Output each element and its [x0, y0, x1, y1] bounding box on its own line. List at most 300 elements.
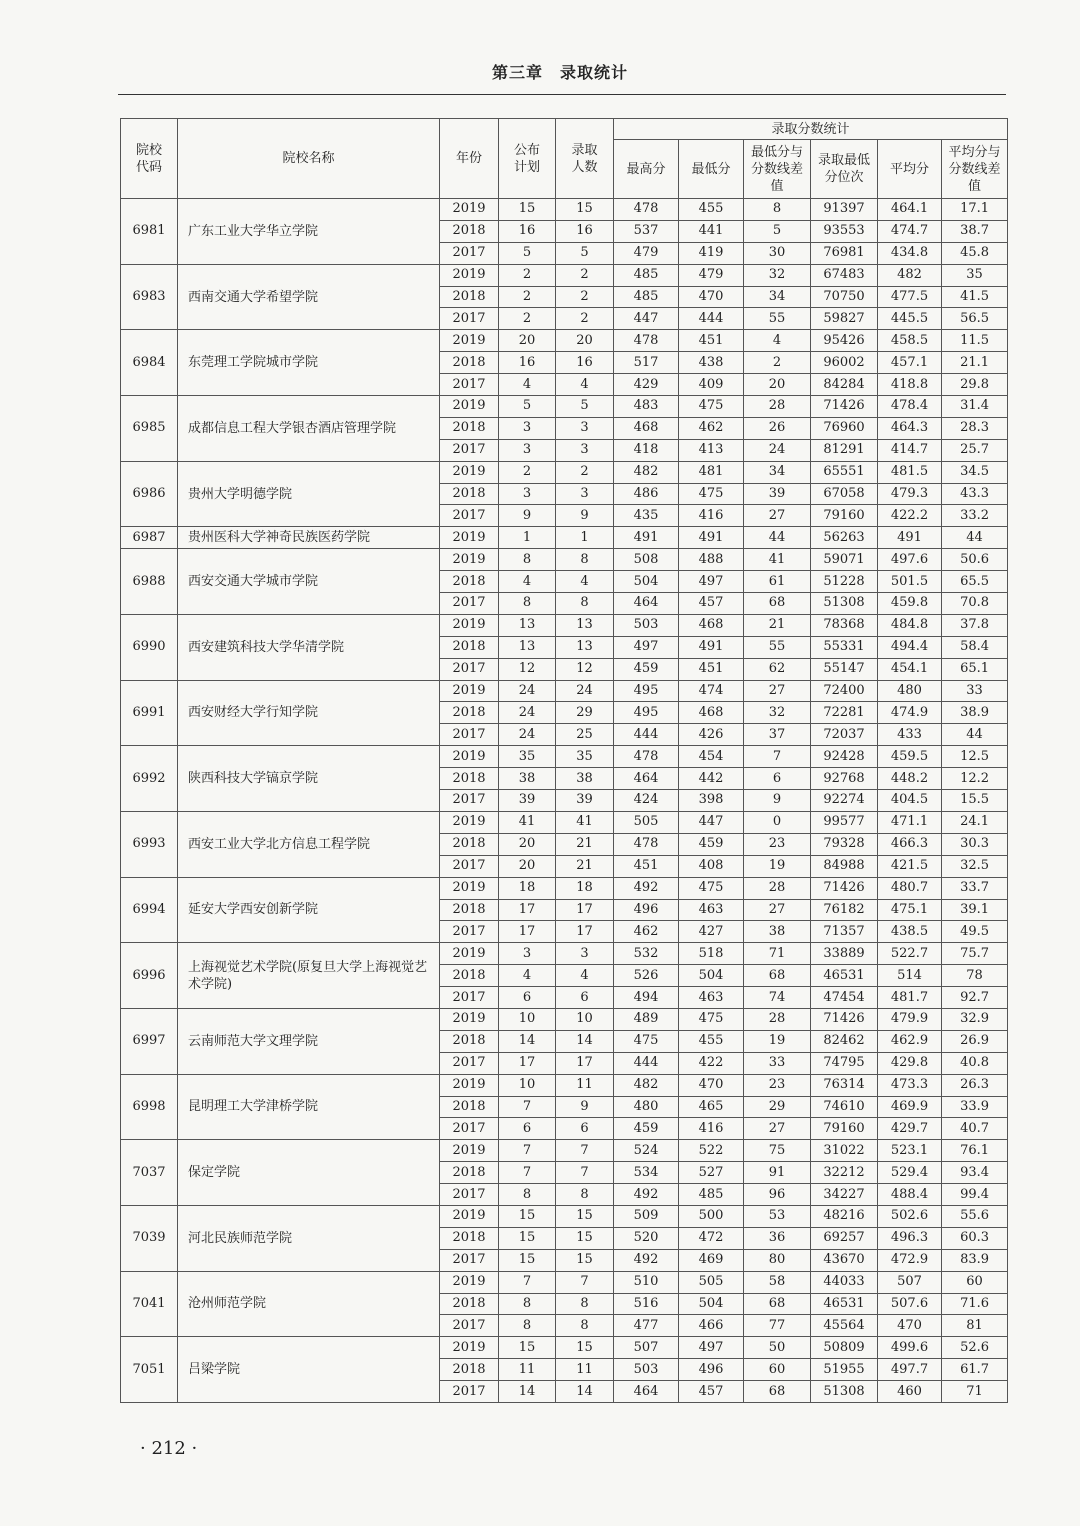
cell-min: 468 [679, 614, 744, 636]
cell-avg-diff: 45.8 [942, 242, 1008, 264]
cell-plan: 24 [499, 680, 556, 702]
cell-admitted: 17 [556, 899, 614, 921]
cell-plan: 39 [499, 790, 556, 812]
school-code: 6997 [121, 1008, 178, 1074]
cell-min-rank: 48216 [811, 1205, 878, 1227]
cell-avg: 481.5 [878, 461, 942, 483]
col-min-rank: 录取最低分位次 [811, 140, 878, 199]
cell-max: 462 [614, 921, 679, 943]
cell-avg: 445.5 [878, 308, 942, 330]
cell-max: 491 [614, 527, 679, 549]
cell-min-diff: 58 [744, 1271, 811, 1293]
cell-avg: 480.7 [878, 877, 942, 899]
cell-plan: 8 [499, 1293, 556, 1315]
cell-min: 497 [679, 571, 744, 593]
cell-avg-diff: 71 [942, 1381, 1008, 1403]
cell-min-rank: 31022 [811, 1140, 878, 1162]
cell-year: 2019 [440, 1008, 499, 1030]
cell-year: 2017 [440, 1249, 499, 1271]
cell-min-diff: 34 [744, 461, 811, 483]
cell-min-diff: 2 [744, 352, 811, 374]
cell-plan: 35 [499, 746, 556, 768]
table-row [121, 396, 1008, 418]
cell-avg-diff: 29.8 [942, 374, 1008, 396]
cell-plan: 2 [499, 308, 556, 330]
cell-avg: 404.5 [878, 790, 942, 812]
cell-year: 2017 [440, 374, 499, 396]
cell-min-rank: 99577 [811, 811, 878, 833]
cell-admitted: 2 [556, 264, 614, 286]
cell-avg-diff: 12.5 [942, 746, 1008, 768]
cell-max: 492 [614, 1249, 679, 1271]
cell-max: 444 [614, 1052, 679, 1074]
col-admitted: 录取人数 [556, 119, 614, 199]
cell-plan: 11 [499, 1359, 556, 1381]
cell-min: 438 [679, 352, 744, 374]
table-row [121, 877, 1008, 899]
cell-min: 463 [679, 899, 744, 921]
cell-plan: 17 [499, 1052, 556, 1074]
cell-avg-diff: 32.5 [942, 855, 1008, 877]
cell-plan: 5 [499, 396, 556, 418]
col-name: 院校名称 [178, 119, 440, 199]
school-name: 沧州师范学院 [178, 1271, 440, 1337]
cell-avg: 472.9 [878, 1249, 942, 1271]
school-code: 6988 [121, 549, 178, 615]
cell-max: 485 [614, 264, 679, 286]
col-max: 最高分 [614, 140, 679, 199]
cell-min: 444 [679, 308, 744, 330]
cell-min-rank: 76314 [811, 1074, 878, 1096]
cell-avg: 502.6 [878, 1205, 942, 1227]
cell-avg-diff: 37.8 [942, 614, 1008, 636]
admission-table [120, 118, 1008, 1403]
cell-avg-diff: 76.1 [942, 1140, 1008, 1162]
cell-avg: 458.5 [878, 330, 942, 352]
cell-plan: 2 [499, 286, 556, 308]
school-code: 6986 [121, 461, 178, 527]
cell-min-diff: 61 [744, 571, 811, 593]
cell-avg-diff: 26.9 [942, 1030, 1008, 1052]
cell-max: 444 [614, 724, 679, 746]
cell-avg: 497.6 [878, 549, 942, 571]
cell-min: 470 [679, 286, 744, 308]
cell-admitted: 29 [556, 702, 614, 724]
cell-min-diff: 37 [744, 724, 811, 746]
school-name: 西安财经大学行知学院 [178, 680, 440, 746]
cell-plan: 7 [499, 1162, 556, 1184]
cell-avg-diff: 40.8 [942, 1052, 1008, 1074]
col-plan: 公布计划 [499, 119, 556, 199]
cell-max: 492 [614, 877, 679, 899]
cell-plan: 6 [499, 1118, 556, 1140]
cell-min-rank: 76182 [811, 899, 878, 921]
school-name: 云南师范大学文理学院 [178, 1008, 440, 1074]
cell-plan: 17 [499, 921, 556, 943]
cell-max: 478 [614, 746, 679, 768]
cell-year: 2018 [440, 1030, 499, 1052]
cell-max: 505 [614, 811, 679, 833]
col-avg-diff: 平均分与分数线差值 [942, 140, 1008, 199]
cell-avg-diff: 44 [942, 724, 1008, 746]
cell-year: 2018 [440, 1227, 499, 1249]
cell-min: 465 [679, 1096, 744, 1118]
cell-avg: 488.4 [878, 1184, 942, 1206]
cell-avg-diff: 41.5 [942, 286, 1008, 308]
cell-min-diff: 19 [744, 1030, 811, 1052]
cell-year: 2017 [440, 593, 499, 615]
cell-avg-diff: 21.1 [942, 352, 1008, 374]
cell-year: 2018 [440, 417, 499, 439]
cell-min: 447 [679, 811, 744, 833]
cell-avg-diff: 56.5 [942, 308, 1008, 330]
cell-avg-diff: 75.7 [942, 943, 1008, 965]
cell-min: 472 [679, 1227, 744, 1249]
school-code: 6985 [121, 396, 178, 462]
cell-min-diff: 4 [744, 330, 811, 352]
cell-avg: 478.4 [878, 396, 942, 418]
cell-max: 482 [614, 1074, 679, 1096]
school-name: 广东工业大学华立学院 [178, 199, 440, 265]
cell-plan: 8 [499, 549, 556, 571]
cell-max: 520 [614, 1227, 679, 1249]
cell-max: 494 [614, 987, 679, 1009]
cell-min-rank: 72281 [811, 702, 878, 724]
school-code: 6987 [121, 527, 178, 549]
cell-avg-diff: 24.1 [942, 811, 1008, 833]
cell-avg-diff: 81 [942, 1315, 1008, 1337]
cell-max: 524 [614, 1140, 679, 1162]
cell-avg: 496.3 [878, 1227, 942, 1249]
cell-year: 2018 [440, 768, 499, 790]
cell-avg: 479.3 [878, 483, 942, 505]
cell-year: 2017 [440, 790, 499, 812]
cell-avg: 484.8 [878, 614, 942, 636]
cell-avg: 462.9 [878, 1030, 942, 1052]
cell-min-rank: 56263 [811, 527, 878, 549]
table-row [121, 461, 1008, 483]
cell-admitted: 17 [556, 1052, 614, 1074]
cell-min-diff: 28 [744, 1008, 811, 1030]
table-row [121, 330, 1008, 352]
cell-min-rank: 55147 [811, 658, 878, 680]
cell-plan: 14 [499, 1030, 556, 1052]
cell-year: 2018 [440, 1359, 499, 1381]
cell-plan: 14 [499, 1381, 556, 1403]
school-name: 河北民族师范学院 [178, 1205, 440, 1271]
cell-year: 2019 [440, 943, 499, 965]
cell-min-rank: 71426 [811, 396, 878, 418]
cell-min-diff: 50 [744, 1337, 811, 1359]
cell-min: 491 [679, 636, 744, 658]
cell-plan: 10 [499, 1008, 556, 1030]
cell-avg: 433 [878, 724, 942, 746]
school-code: 6998 [121, 1074, 178, 1140]
cell-avg-diff: 11.5 [942, 330, 1008, 352]
col-min-diff: 最低分与分数线差值 [744, 140, 811, 199]
cell-year: 2018 [440, 220, 499, 242]
cell-max: 447 [614, 308, 679, 330]
cell-avg-diff: 38.9 [942, 702, 1008, 724]
cell-min-diff: 28 [744, 396, 811, 418]
cell-admitted: 6 [556, 987, 614, 1009]
cell-avg: 460 [878, 1381, 942, 1403]
cell-min-rank: 71426 [811, 1008, 878, 1030]
cell-avg: 477.5 [878, 286, 942, 308]
school-name: 西安建筑科技大学华清学院 [178, 614, 440, 680]
cell-avg-diff: 33.2 [942, 505, 1008, 527]
cell-min-diff: 7 [744, 746, 811, 768]
cell-admitted: 3 [556, 483, 614, 505]
cell-min-diff: 21 [744, 614, 811, 636]
cell-avg-diff: 39.1 [942, 899, 1008, 921]
cell-plan: 24 [499, 702, 556, 724]
cell-max: 468 [614, 417, 679, 439]
cell-year: 2018 [440, 965, 499, 987]
cell-avg: 523.1 [878, 1140, 942, 1162]
table-row [121, 549, 1008, 571]
cell-max: 503 [614, 614, 679, 636]
cell-min-diff: 5 [744, 220, 811, 242]
cell-min-rank: 78368 [811, 614, 878, 636]
cell-max: 495 [614, 702, 679, 724]
cell-avg-diff: 93.4 [942, 1162, 1008, 1184]
cell-year: 2018 [440, 286, 499, 308]
cell-max: 424 [614, 790, 679, 812]
cell-avg-diff: 17.1 [942, 199, 1008, 221]
cell-plan: 1 [499, 527, 556, 549]
cell-min-diff: 74 [744, 987, 811, 1009]
cell-min-diff: 44 [744, 527, 811, 549]
school-code: 6990 [121, 614, 178, 680]
cell-avg-diff: 33 [942, 680, 1008, 702]
cell-plan: 6 [499, 987, 556, 1009]
col-code: 院校代码 [121, 119, 178, 199]
cell-avg-diff: 55.6 [942, 1205, 1008, 1227]
cell-year: 2019 [440, 877, 499, 899]
cell-avg: 464.1 [878, 199, 942, 221]
cell-year: 2018 [440, 1096, 499, 1118]
cell-min-rank: 69257 [811, 1227, 878, 1249]
cell-min: 522 [679, 1140, 744, 1162]
cell-max: 464 [614, 768, 679, 790]
cell-max: 482 [614, 461, 679, 483]
cell-plan: 18 [499, 877, 556, 899]
cell-admitted: 20 [556, 330, 614, 352]
cell-max: 429 [614, 374, 679, 396]
school-code: 7039 [121, 1205, 178, 1271]
cell-admitted: 17 [556, 921, 614, 943]
school-code: 6991 [121, 680, 178, 746]
cell-min-diff: 26 [744, 417, 811, 439]
cell-min-diff: 23 [744, 1074, 811, 1096]
cell-avg-diff: 52.6 [942, 1337, 1008, 1359]
cell-min-diff: 32 [744, 702, 811, 724]
cell-admitted: 8 [556, 593, 614, 615]
cell-avg-diff: 99.4 [942, 1184, 1008, 1206]
cell-avg-diff: 31.4 [942, 396, 1008, 418]
cell-plan: 15 [499, 199, 556, 221]
cell-admitted: 4 [556, 965, 614, 987]
cell-avg-diff: 61.7 [942, 1359, 1008, 1381]
cell-min-rank: 76981 [811, 242, 878, 264]
cell-min: 527 [679, 1162, 744, 1184]
cell-min-diff: 96 [744, 1184, 811, 1206]
cell-min-diff: 55 [744, 636, 811, 658]
cell-min-diff: 60 [744, 1359, 811, 1381]
cell-admitted: 12 [556, 658, 614, 680]
cell-min-rank: 59827 [811, 308, 878, 330]
cell-admitted: 3 [556, 439, 614, 461]
cell-min-rank: 51955 [811, 1359, 878, 1381]
cell-min-diff: 24 [744, 439, 811, 461]
cell-avg: 457.1 [878, 352, 942, 374]
cell-min: 441 [679, 220, 744, 242]
cell-min-diff: 55 [744, 308, 811, 330]
cell-avg: 459.5 [878, 746, 942, 768]
cell-avg-diff: 70.8 [942, 593, 1008, 615]
cell-admitted: 7 [556, 1271, 614, 1293]
cell-avg-diff: 60.3 [942, 1227, 1008, 1249]
cell-max: 486 [614, 483, 679, 505]
cell-year: 2018 [440, 833, 499, 855]
cell-min-rank: 44033 [811, 1271, 878, 1293]
cell-admitted: 4 [556, 571, 614, 593]
cell-year: 2017 [440, 855, 499, 877]
cell-avg-diff: 35 [942, 264, 1008, 286]
cell-min: 475 [679, 483, 744, 505]
cell-avg-diff: 78 [942, 965, 1008, 987]
cell-avg-diff: 44 [942, 527, 1008, 549]
cell-min-rank: 70750 [811, 286, 878, 308]
cell-year: 2017 [440, 308, 499, 330]
table-row [121, 680, 1008, 702]
cell-min-rank: 33889 [811, 943, 878, 965]
cell-year: 2018 [440, 1162, 499, 1184]
cell-plan: 8 [499, 1184, 556, 1206]
cell-avg: 464.3 [878, 417, 942, 439]
school-code: 6993 [121, 811, 178, 877]
cell-min-diff: 80 [744, 1249, 811, 1271]
cell-avg-diff: 15.5 [942, 790, 1008, 812]
cell-admitted: 25 [556, 724, 614, 746]
cell-admitted: 21 [556, 855, 614, 877]
cell-min: 451 [679, 330, 744, 352]
cell-min-diff: 71 [744, 943, 811, 965]
cell-year: 2017 [440, 1184, 499, 1206]
table-row [121, 1205, 1008, 1227]
cell-min-diff: 68 [744, 593, 811, 615]
cell-min-diff: 6 [744, 768, 811, 790]
cell-max: 492 [614, 1184, 679, 1206]
cell-admitted: 10 [556, 1008, 614, 1030]
cell-plan: 16 [499, 220, 556, 242]
cell-avg-diff: 30.3 [942, 833, 1008, 855]
cell-admitted: 15 [556, 1249, 614, 1271]
header-rule [118, 94, 1006, 95]
cell-min: 470 [679, 1074, 744, 1096]
cell-avg-diff: 58.4 [942, 636, 1008, 658]
cell-year: 2018 [440, 899, 499, 921]
cell-avg: 429.8 [878, 1052, 942, 1074]
cell-admitted: 16 [556, 220, 614, 242]
cell-min: 474 [679, 680, 744, 702]
cell-min-rank: 47454 [811, 987, 878, 1009]
cell-min: 419 [679, 242, 744, 264]
cell-max: 459 [614, 658, 679, 680]
cell-admitted: 21 [556, 833, 614, 855]
cell-plan: 17 [499, 899, 556, 921]
school-code: 6981 [121, 199, 178, 265]
cell-plan: 20 [499, 833, 556, 855]
cell-min-diff: 19 [744, 855, 811, 877]
school-code: 6983 [121, 264, 178, 330]
school-code: 6984 [121, 330, 178, 396]
cell-avg-diff: 65.1 [942, 658, 1008, 680]
cell-plan: 3 [499, 943, 556, 965]
cell-min-rank: 32212 [811, 1162, 878, 1184]
col-min: 最低分 [679, 140, 744, 199]
cell-max: 478 [614, 330, 679, 352]
school-name: 保定学院 [178, 1140, 440, 1206]
cell-year: 2017 [440, 724, 499, 746]
cell-min-rank: 71357 [811, 921, 878, 943]
cell-admitted: 14 [556, 1030, 614, 1052]
table-row [121, 746, 1008, 768]
cell-min: 463 [679, 987, 744, 1009]
cell-avg-diff: 83.9 [942, 1249, 1008, 1271]
cell-year: 2019 [440, 680, 499, 702]
cell-max: 477 [614, 1315, 679, 1337]
cell-avg-diff: 25.7 [942, 439, 1008, 461]
table-row [121, 614, 1008, 636]
cell-avg-diff: 49.5 [942, 921, 1008, 943]
school-name: 吕梁学院 [178, 1337, 440, 1403]
cell-min-rank: 65551 [811, 461, 878, 483]
cell-year: 2018 [440, 571, 499, 593]
cell-min: 457 [679, 1381, 744, 1403]
cell-min: 475 [679, 1008, 744, 1030]
cell-avg: 421.5 [878, 855, 942, 877]
cell-avg-diff: 32.9 [942, 1008, 1008, 1030]
cell-admitted: 15 [556, 199, 614, 221]
cell-avg: 429.7 [878, 1118, 942, 1140]
cell-admitted: 13 [556, 636, 614, 658]
cell-min-rank: 92428 [811, 746, 878, 768]
table-row [121, 811, 1008, 833]
cell-min-diff: 39 [744, 483, 811, 505]
cell-max: 497 [614, 636, 679, 658]
cell-admitted: 14 [556, 1381, 614, 1403]
cell-min-rank: 93553 [811, 220, 878, 242]
cell-min-diff: 27 [744, 680, 811, 702]
cell-year: 2017 [440, 921, 499, 943]
table-row [121, 199, 1008, 221]
cell-year: 2019 [440, 1337, 499, 1359]
cell-plan: 16 [499, 352, 556, 374]
cell-admitted: 4 [556, 374, 614, 396]
cell-avg-diff: 40.7 [942, 1118, 1008, 1140]
cell-min: 504 [679, 965, 744, 987]
school-name: 西安工业大学北方信息工程学院 [178, 811, 440, 877]
cell-min: 475 [679, 877, 744, 899]
cell-plan: 15 [499, 1249, 556, 1271]
cell-min-rank: 55331 [811, 636, 878, 658]
cell-year: 2017 [440, 1315, 499, 1337]
cell-min-rank: 51308 [811, 1381, 878, 1403]
cell-admitted: 8 [556, 1315, 614, 1337]
cell-min: 451 [679, 658, 744, 680]
